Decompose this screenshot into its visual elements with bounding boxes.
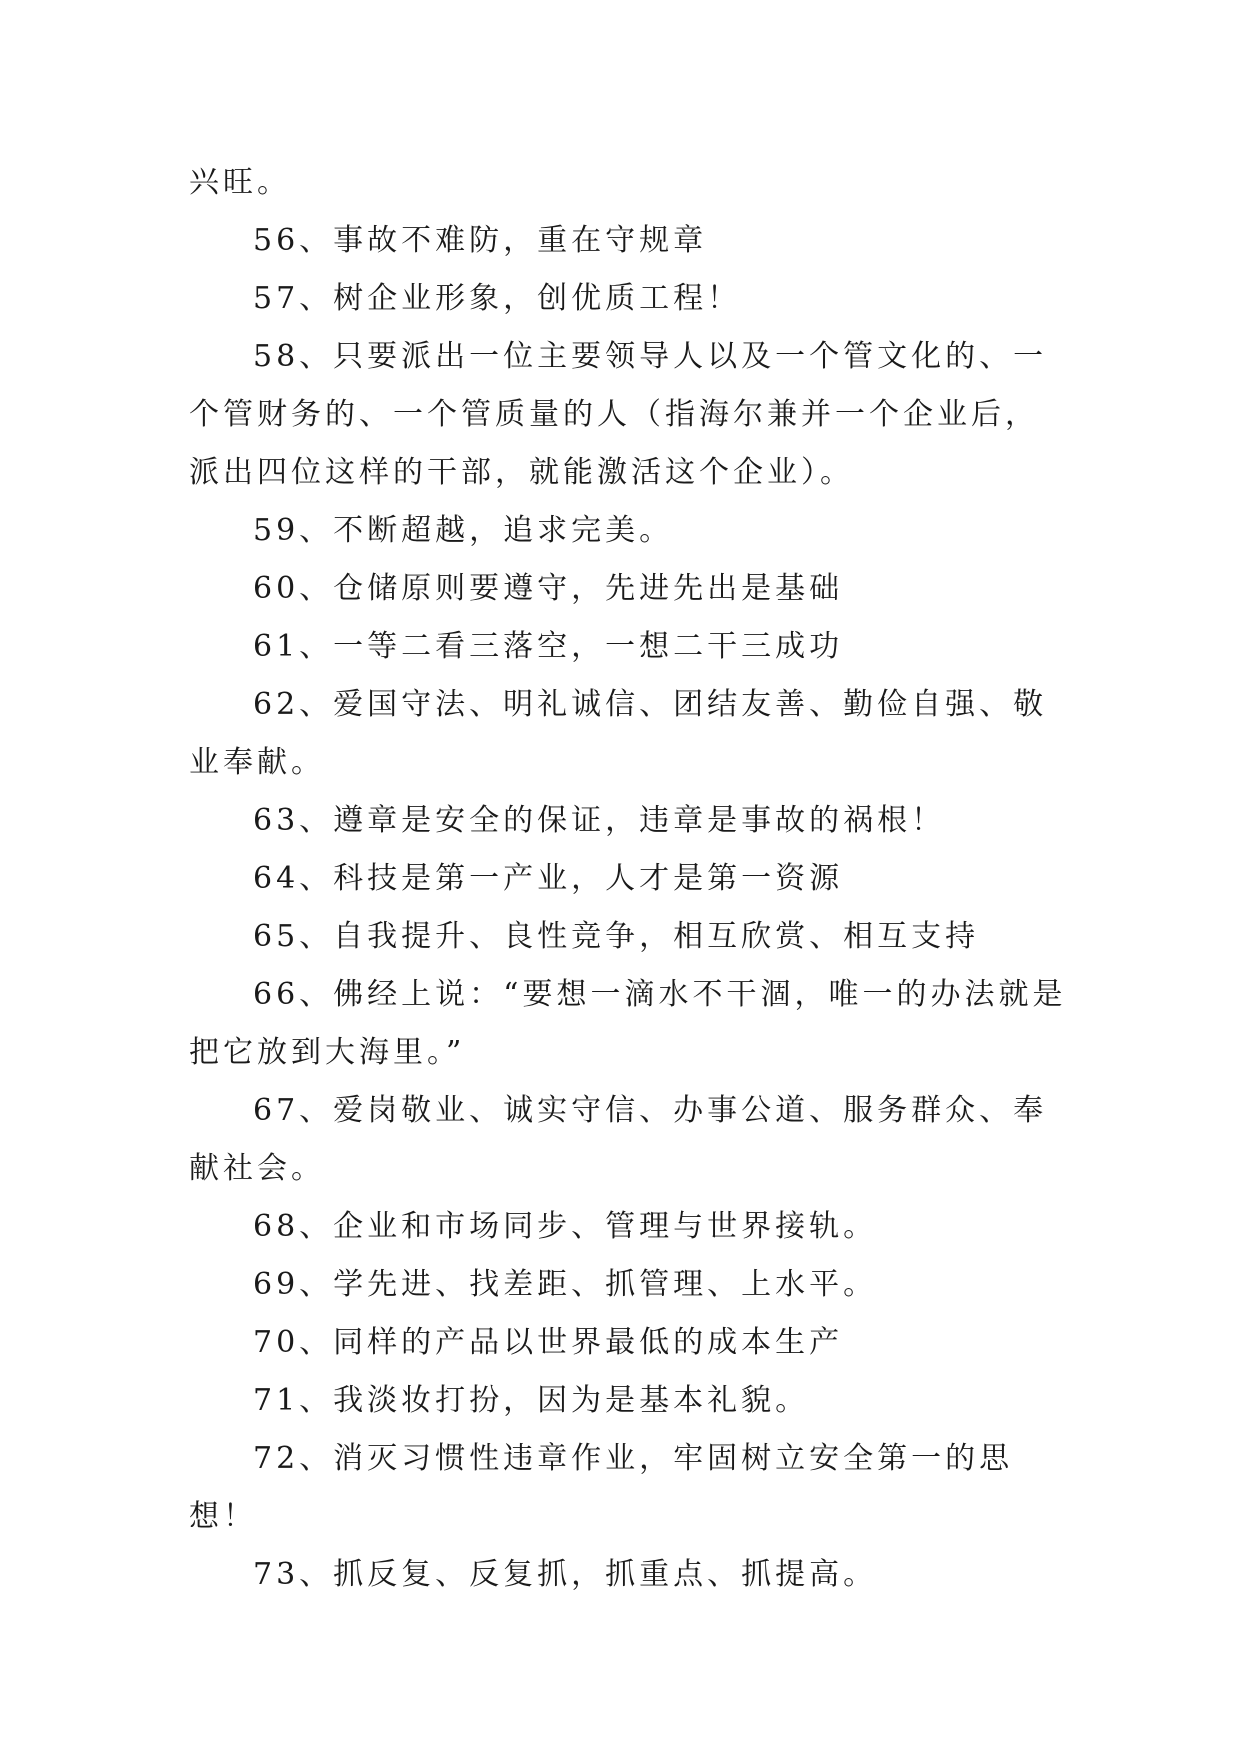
- slogan-73: 73、抓反复、反复抓，抓重点、抓提高。: [253, 1557, 878, 1592]
- slogan-56: 56、事故不难防，重在守规章: [253, 223, 708, 258]
- slogan-70: 70、同样的产品以世界最低的成本生产: [253, 1325, 844, 1360]
- slogan-58: 58、只要派出一位主要领导人以及一个管文化的、一个管财务的、一个管质量的人（指海尔兼并一个企业后，派出四位这样的干部，就能激活这个企业）。: [189, 339, 1048, 490]
- slogan-71: 71、我淡妆打扮，因为是基本礼貌。: [253, 1383, 810, 1418]
- slogan-64: 64、科技是第一产业，人才是第一资源: [253, 861, 844, 896]
- slogan-60: 60、仓储原则要遵守，先进先出是基础: [253, 571, 844, 606]
- slogan-62: 62、爱国守法、明礼诚信、团结友善、勤俭自强、敬业奉献。: [189, 687, 1048, 780]
- slogan-59: 59、不断超越，追求完美。: [253, 513, 674, 548]
- paragraph-continuation: 兴旺。: [189, 165, 291, 200]
- slogan-66: 66、佛经上说：“要想一滴水不干涸，唯一的办法就是把它放到大海里。”: [189, 977, 1067, 1070]
- slogan-72: 72、消灭习惯性违章作业，牢固树立安全第一的思想！: [189, 1441, 1014, 1534]
- slogan-69: 69、学先进、找差距、抓管理、上水平。: [253, 1267, 878, 1302]
- slogan-65: 65、自我提升、良性竞争，相互欣赏、相互支持: [253, 919, 980, 954]
- slogan-67: 67、爱岗敬业、诚实守信、办事公道、服务群众、奉献社会。: [189, 1093, 1048, 1186]
- slogan-61: 61、一等二看三落空，一想二干三成功: [253, 629, 844, 664]
- document-body: [189, 154, 1069, 1604]
- slogan-63: 63、遵章是安全的保证，违章是事故的祸根！: [253, 803, 946, 838]
- slogan-68: 68、企业和市场同步、管理与世界接轨。: [253, 1209, 878, 1244]
- slogan-57: 57、树企业形象，创优质工程！: [253, 281, 742, 316]
